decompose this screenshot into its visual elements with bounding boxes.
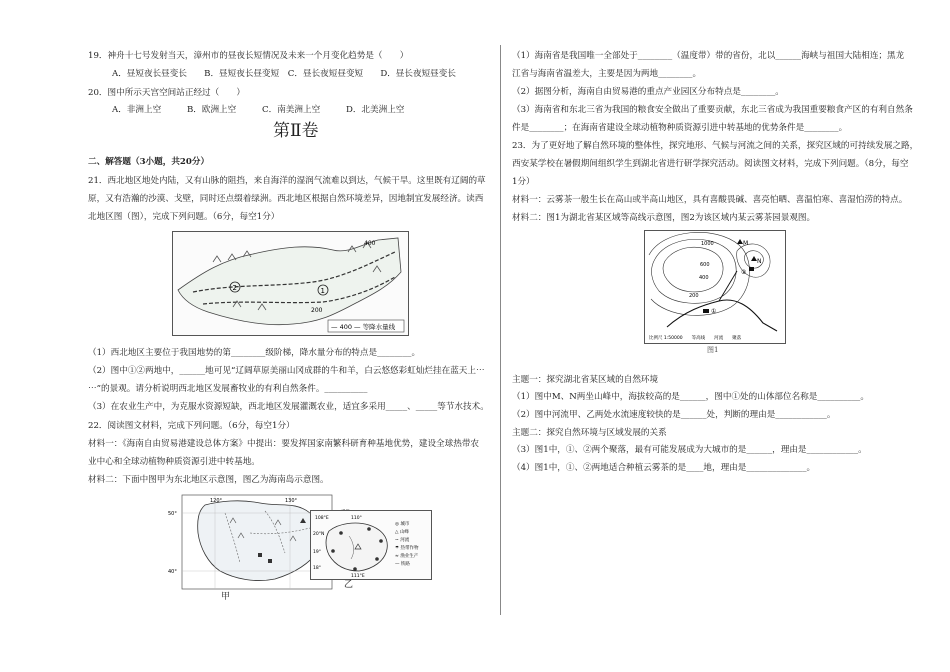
northwest-china-map <box>172 231 409 336</box>
q23-line-4: 材料一：云雾茶一般生长在高山或半高山地区，具有喜酸畏碱、喜亮怕晒、喜温怕寒、喜湿怕涝的特点。 <box>512 195 908 205</box>
q19-options: A．昼短夜长昼变长 B．昼短夜长昼变短 C．昼长夜短昼变短 D．昼长夜短昼变长 <box>112 69 456 79</box>
map-jia-caption: 甲 <box>221 592 231 602</box>
svg-text:2: 2 <box>232 284 237 292</box>
q20-stem: 20．图中所示天宫空间站正经过（ ） <box>88 88 246 98</box>
hn-lat-label-1: 20°N <box>313 532 325 537</box>
scale-legend: 比例尺 1:50000 等高线 河流 聚落 <box>649 336 742 341</box>
point-2-label: ② <box>741 269 747 276</box>
point-1-label: ① <box>711 308 717 315</box>
ne-lon-label-2: 130° <box>285 498 298 504</box>
hn-legend-2: △ 山峰 <box>395 530 409 535</box>
theme-1-title: 主题一：探究湖北省某区域的自然环境 <box>512 375 659 385</box>
hn-lat-label-2: 19° <box>313 550 321 555</box>
q22-line-2: 材料一：《海南自由贸易港建设总体方案》中提出：要发挥国家南繁科研育种基地优势，建设全球热带农 <box>88 439 480 449</box>
hn-lon-label-2: 110° <box>351 516 362 521</box>
hn-legend-4: ☂ 热带作物 <box>395 546 419 551</box>
q23-line-1: 23．为了更好地了解自然环境的整体性，探究地形、气候与河流之间的关系，探究区域的可持续发展之路， <box>512 141 919 151</box>
q23-line-3: 1分） <box>512 177 535 187</box>
theme-2-title: 主题二：探究自然环境与区域发展的关系 <box>512 428 667 438</box>
q22-sub-2: （2）据图分析，海南自由贸易港的重点产业园区分布特点是________。 <box>512 87 784 97</box>
hn-legend-1: ◎ 城市 <box>395 522 410 527</box>
section-heading: 二、解答题（3小题，共20分） <box>88 157 210 167</box>
hn-legend-3: ~ 河流 <box>395 538 410 543</box>
q20-options: A．非洲上空 B．欧洲上空 C．南美洲上空 D．北美洲上空 <box>112 105 405 115</box>
column-divider <box>500 45 501 615</box>
q22-line-3: 业中心和全球动植物种质资源引进中转基地。 <box>88 457 260 467</box>
q21-sub-1: （1）西北地区主要位于我国地势的第________级阶梯，降水量分布的特点是________。 <box>88 348 421 358</box>
contour-label-1000: 1000 <box>701 241 714 247</box>
q21-line-3: 北地区图（图），完成下列问题。（6分，每空1分） <box>88 212 280 222</box>
hn-legend-5: ≈ 渔业生产 <box>395 554 419 559</box>
ne-lat-label-2: 40° <box>168 569 177 575</box>
contour-map <box>644 230 786 344</box>
northwest-map-drawing <box>173 232 408 335</box>
q22-line-1: 22．阅读图文材料，完成下列问题。（6分，每空1分） <box>88 421 295 431</box>
q23-line-5: 材料二：图1为湖北省某区域等高线示意图，图2为该区域内某云雾茶园景观图。 <box>512 213 816 223</box>
hn-lon-label-1: 108°E <box>315 516 329 521</box>
q22-line-4: 材料二：下面中图甲为东北地区示意图，图乙为海南岛示意图。 <box>88 475 329 485</box>
q22-sub-3a: （3）海南省和东北三省为我国的粮食安全做出了重要贡献，东北三省成为我国重要粮食产区的有利自然条 <box>512 105 913 115</box>
hn-lat-label-3: 18° <box>313 566 321 571</box>
ne-lat-label-1: 50° <box>168 511 177 517</box>
figure1-caption: 图1 <box>707 346 719 354</box>
q23-sub-4: （4）图1中，①、②两地适合种植云雾茶的是____地，理由是______________。 <box>512 463 816 473</box>
q23-line-2: 西安某学校在暑假期间组织学生到湖北省进行研学探究活动。阅读图文材料，完成下列问题。（8分，每空 <box>512 159 909 169</box>
map-legend: — 400 — 等降水量线 <box>331 323 396 331</box>
q23-sub-3: （3）图1中，①、②两个聚落，最有可能发展成为大城市的是______，理由是____________。 <box>512 445 867 455</box>
q21-sub-2: （2）图中①②两地中，______地可见“辽阔草原美丽山冈成群的牛和羊，白云悠悠彩虹灿烂挂在蓝天上⋯ <box>88 366 485 376</box>
peak-m-label: M <box>743 240 749 247</box>
isohyet-200-label: 200 <box>311 307 323 314</box>
q19-stem: 19．神舟十七号发射当天，漳州市的昼夜长短情况及未来一个月变化趋势是（ ） <box>88 51 409 61</box>
q21-sub-3: （3）在农业生产中，为克服水资源短缺，西北地区发展灌溉农业，适宜多采用_____、_____等节水技术。 <box>88 402 489 412</box>
contour-label-600: 600 <box>700 262 710 268</box>
hn-legend-6: — 铁路 <box>395 562 410 567</box>
svg-text:1: 1 <box>320 287 325 295</box>
q22-sub-1b: 江省与海南省温差大，主要是因为两地________。 <box>512 69 702 79</box>
contour-label-200: 200 <box>689 293 699 299</box>
contour-label-400: 400 <box>699 275 709 281</box>
q23-sub-1: （1）图中M、N两坐山峰中，海拔较高的是______，图中①处的山体部位名称是__________。 <box>512 392 869 402</box>
hainan-island-map <box>310 510 432 580</box>
q21-line-2: 原，又有浩瀚的沙漠、戈壁，同时还点缀着绿洲。西北地区根据自然环境差异，因地制宜发展经济。读西 <box>88 194 484 204</box>
q21-line-1: 21．西北地区地处内陆，又有山脉的阻挡，来自海洋的湿润气流难以到达，气候干旱。这里既有辽阔的草 <box>88 176 486 186</box>
isohyet-400-label: 400 <box>364 240 376 247</box>
q22-sub-3b: 件是________；在海南省建设全球动植物种质资源引进中转基地的优势条件是________。 <box>512 123 848 133</box>
section-title: 第Ⅱ卷 <box>273 121 319 141</box>
q23-sub-2: （2）图中河流甲、乙两处水流速度较快的是______处，判断的理由是____________。 <box>512 410 836 420</box>
q22-sub-1a: （1）海南省是我国唯一全部处于________（温度带）带的省份，北以______海峡与祖国大陆相连；黑龙 <box>512 51 905 61</box>
map-yi-caption: 乙 <box>344 580 354 590</box>
q21-sub-2b: ⋯”的景观。请分析说明西北地区发展畜牧业的有利自然条件。__________ <box>88 384 368 394</box>
peak-n-label: N <box>757 258 762 265</box>
ne-lon-label-1: 120° <box>210 498 223 504</box>
hn-lon-label-3: 111°E <box>351 574 365 579</box>
